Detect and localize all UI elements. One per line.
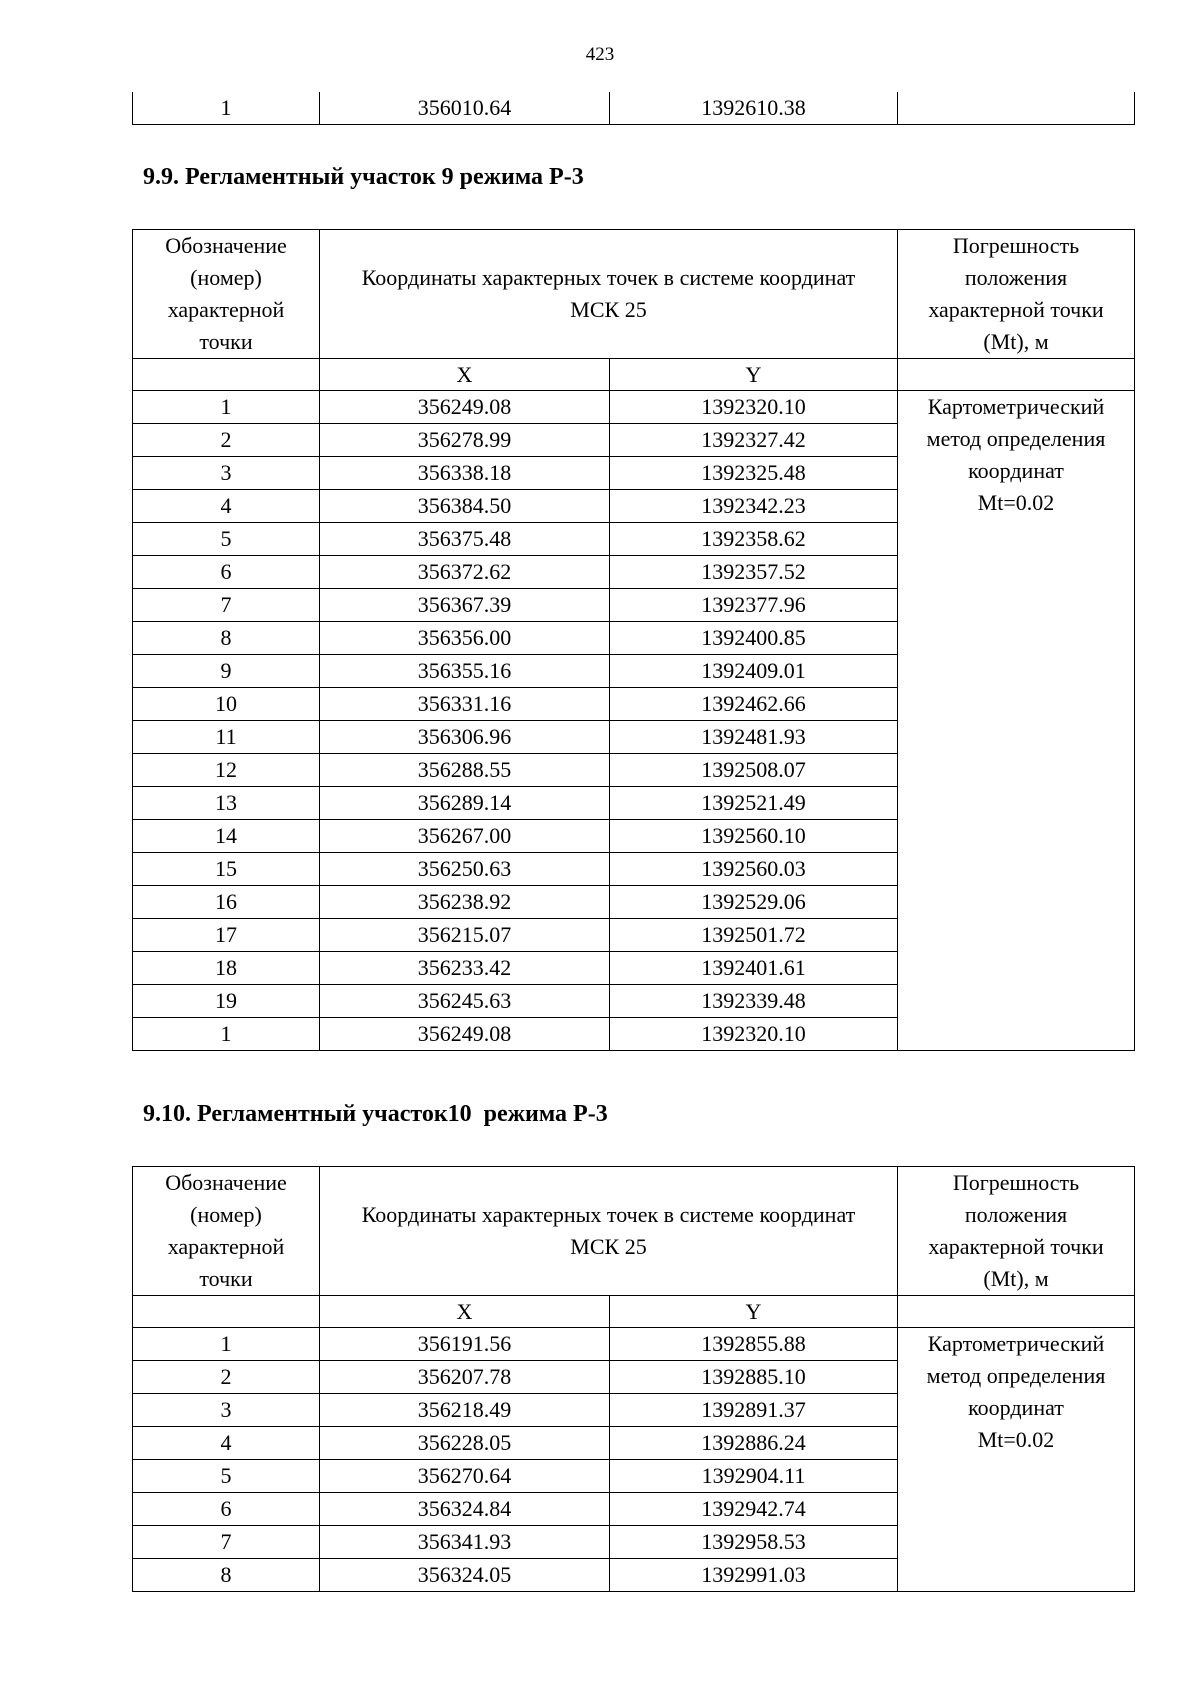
cell-line: координат — [968, 1395, 1064, 1420]
y-coordinate-cell: 1392885.10 — [610, 1361, 898, 1394]
x-coordinate-cell: 356218.49 — [320, 1394, 610, 1427]
empty-cell — [898, 1296, 1135, 1328]
point-number-cell: 10 — [133, 688, 320, 721]
x-coordinate-cell: 356341.93 — [320, 1526, 610, 1559]
cell-line: положения — [964, 265, 1068, 290]
cell-line: метод определения — [926, 426, 1106, 451]
y-coordinate-cell: 1392904.11 — [610, 1460, 898, 1493]
empty-cell — [898, 359, 1135, 391]
cell-line: Картометрический — [927, 1331, 1105, 1356]
accuracy-note-cell — [898, 391, 1135, 1051]
coordinates-table-9-9 — [132, 229, 1135, 1051]
cell-line: (номер) — [190, 1202, 262, 1227]
x-coordinate-cell: 356267.00 — [320, 820, 610, 853]
cell-line: точки — [199, 1266, 253, 1291]
point-number-cell: 2 — [133, 424, 320, 457]
coordinates-table-9-10 — [132, 1166, 1135, 1592]
x-coordinate-cell: 356338.18 — [320, 457, 610, 490]
y-coordinate-cell: 1392501.72 — [610, 919, 898, 952]
error-cell — [898, 92, 1135, 125]
cell-line: (номер) — [190, 265, 262, 290]
y-coordinate-cell: 1392529.06 — [610, 886, 898, 919]
point-number-cell: 1 — [133, 1018, 320, 1051]
continued-table-fragment — [132, 92, 1135, 125]
x-coordinate-cell: 356238.92 — [320, 886, 610, 919]
y-coordinate-cell: 1392481.93 — [610, 721, 898, 754]
point-number-cell: 5 — [133, 1460, 320, 1493]
x-coordinate-cell: 356375.48 — [320, 523, 610, 556]
accuracy-note-cell — [898, 1328, 1135, 1592]
y-coordinate-cell: 1392521.49 — [610, 787, 898, 820]
x-coordinate-cell: 356356.00 — [320, 622, 610, 655]
cell-line: координат — [968, 458, 1064, 483]
point-number-cell: 8 — [133, 622, 320, 655]
cell-line: Координаты характерных точек в системе координат — [361, 265, 856, 290]
cell-line: характерной — [167, 297, 285, 322]
x-coordinate-cell: 356289.14 — [320, 787, 610, 820]
x-coordinate-cell: 356010.64 — [320, 92, 610, 125]
x-coordinate-cell: 356228.05 — [320, 1427, 610, 1460]
x-coordinate-cell: 356250.63 — [320, 853, 610, 886]
point-number-cell: 11 — [133, 721, 320, 754]
point-number-cell: 13 — [133, 787, 320, 820]
x-coordinate-cell: 356331.16 — [320, 688, 610, 721]
x-coordinate-cell: 356367.39 — [320, 589, 610, 622]
x-coordinate-cell: 356207.78 — [320, 1361, 610, 1394]
y-coordinate-cell: 1392401.61 — [610, 952, 898, 985]
point-number-cell: 4 — [133, 1427, 320, 1460]
y-coordinate-cell: 1392991.03 — [610, 1559, 898, 1592]
y-coordinate-cell: 1392508.07 — [610, 754, 898, 787]
x-coordinate-cell: 356245.63 — [320, 985, 610, 1018]
cell-line: Погрешность — [952, 233, 1080, 258]
point-number-cell: 9 — [133, 655, 320, 688]
page-number: 423 — [585, 44, 615, 65]
error-header — [898, 1167, 1135, 1296]
x-coordinate-cell: 356215.07 — [320, 919, 610, 952]
cell-line: Mt=0.02 — [977, 490, 1055, 515]
y-coordinate-cell: 1392327.42 — [610, 424, 898, 457]
y-coordinate-cell: 1392958.53 — [610, 1526, 898, 1559]
y-coordinate-cell: 1392886.24 — [610, 1427, 898, 1460]
x-coordinate-cell: 356324.05 — [320, 1559, 610, 1592]
x-coordinate-cell: 356249.08 — [320, 391, 610, 424]
coordinates-header — [320, 230, 898, 359]
y-coordinate-cell: 1392560.10 — [610, 820, 898, 853]
cell-line: Обозначение — [165, 1170, 287, 1195]
y-coordinate-cell: 1392610.38 — [610, 92, 898, 125]
y-coordinate-cell: 1392409.01 — [610, 655, 898, 688]
y-coordinate-cell: 1392325.48 — [610, 457, 898, 490]
cell-line: МСК 25 — [570, 1234, 647, 1259]
y-coordinate-cell: 1392855.88 — [610, 1328, 898, 1361]
x-coordinate-cell: 356355.16 — [320, 655, 610, 688]
point-number-cell: 7 — [133, 1526, 320, 1559]
header-row — [133, 1167, 1135, 1296]
cell-line: МСК 25 — [570, 297, 647, 322]
x-coordinate-cell: 356372.62 — [320, 556, 610, 589]
point-number-cell: 19 — [133, 985, 320, 1018]
x-column-header: X — [320, 359, 610, 391]
point-number-cell: 18 — [133, 952, 320, 985]
subheader-row — [133, 1296, 1135, 1328]
table-row — [133, 391, 1135, 424]
cell-line: Mt=0.02 — [977, 1427, 1055, 1452]
point-number-cell: 16 — [133, 886, 320, 919]
cell-line: метод определения — [926, 1363, 1106, 1388]
point-number-cell: 15 — [133, 853, 320, 886]
point-number-cell: 17 — [133, 919, 320, 952]
y-coordinate-cell: 1392358.62 — [610, 523, 898, 556]
point-number-cell: 14 — [133, 820, 320, 853]
cell-line: (Mt), м — [983, 329, 1049, 354]
section-heading-9-10: 9.10. Регламентный участок10 режима Р-3 — [143, 1101, 608, 1127]
y-coordinate-cell: 1392462.66 — [610, 688, 898, 721]
cell-line: характерной точки — [928, 1234, 1104, 1259]
empty-cell — [133, 359, 320, 391]
x-coordinate-cell: 356233.42 — [320, 952, 610, 985]
empty-cell — [133, 1296, 320, 1328]
x-coordinate-cell: 356306.96 — [320, 721, 610, 754]
y-coordinate-cell: 1392942.74 — [610, 1493, 898, 1526]
cell-line: характерной — [167, 1234, 285, 1259]
point-number-cell: 6 — [133, 1493, 320, 1526]
cell-line: Обозначение — [165, 233, 287, 258]
cell-line: Координаты характерных точек в системе координат — [361, 1202, 856, 1227]
cell-line: точки — [199, 329, 253, 354]
x-coordinate-cell: 356249.08 — [320, 1018, 610, 1051]
x-coordinate-cell: 356191.56 — [320, 1328, 610, 1361]
cell-line: характерной точки — [928, 297, 1104, 322]
y-column-header: Y — [610, 1296, 898, 1328]
subheader-row — [133, 359, 1135, 391]
point-designation-header — [133, 1167, 320, 1296]
cell-line: Погрешность — [952, 1170, 1080, 1195]
x-column-header: X — [320, 1296, 610, 1328]
coordinates-header — [320, 1167, 898, 1296]
point-designation-header — [133, 230, 320, 359]
point-number-cell: 1 — [133, 92, 320, 125]
section-heading-9-9: 9.9. Регламентный участок 9 режима Р-3 — [143, 164, 584, 190]
table-row — [133, 1328, 1135, 1361]
x-coordinate-cell: 356288.55 — [320, 754, 610, 787]
y-coordinate-cell: 1392560.03 — [610, 853, 898, 886]
point-number-cell: 4 — [133, 490, 320, 523]
error-header — [898, 230, 1135, 359]
point-number-cell: 1 — [133, 1328, 320, 1361]
x-coordinate-cell: 356270.64 — [320, 1460, 610, 1493]
y-coordinate-cell: 1392339.48 — [610, 985, 898, 1018]
header-row — [133, 230, 1135, 359]
point-number-cell: 1 — [133, 391, 320, 424]
point-number-cell: 12 — [133, 754, 320, 787]
point-number-cell: 8 — [133, 1559, 320, 1592]
point-number-cell: 5 — [133, 523, 320, 556]
table-row — [133, 92, 1135, 125]
point-number-cell: 3 — [133, 457, 320, 490]
point-number-cell: 3 — [133, 1394, 320, 1427]
cell-line: положения — [964, 1202, 1068, 1227]
point-number-cell: 6 — [133, 556, 320, 589]
cell-line: (Mt), м — [983, 1266, 1049, 1291]
cell-line: Картометрический — [927, 394, 1105, 419]
point-number-cell: 7 — [133, 589, 320, 622]
y-coordinate-cell: 1392400.85 — [610, 622, 898, 655]
x-coordinate-cell: 356324.84 — [320, 1493, 610, 1526]
y-coordinate-cell: 1392377.96 — [610, 589, 898, 622]
y-coordinate-cell: 1392342.23 — [610, 490, 898, 523]
point-number-cell: 2 — [133, 1361, 320, 1394]
x-coordinate-cell: 356278.99 — [320, 424, 610, 457]
y-coordinate-cell: 1392320.10 — [610, 391, 898, 424]
y-column-header: Y — [610, 359, 898, 391]
y-coordinate-cell: 1392357.52 — [610, 556, 898, 589]
x-coordinate-cell: 356384.50 — [320, 490, 610, 523]
y-coordinate-cell: 1392891.37 — [610, 1394, 898, 1427]
y-coordinate-cell: 1392320.10 — [610, 1018, 898, 1051]
